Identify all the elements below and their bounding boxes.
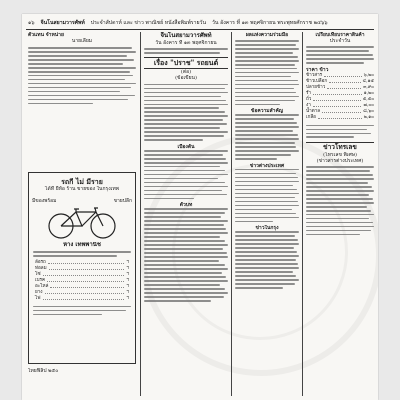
- news-tag: (ข่าวสารต่างประเทศ): [316, 158, 364, 165]
- col3-paragraph-4: [235, 231, 299, 288]
- col3-paragraph-2: [235, 114, 299, 159]
- col4-heading: เปรียบเทียบราคาสินค้า: [315, 32, 365, 38]
- col4-paragraph-1: [306, 125, 374, 139]
- column-4: [306, 32, 374, 396]
- ad-item: โซ่ ฯ: [35, 271, 129, 277]
- paper-subtitle: ประจำสัปดาห์ และ ข่าว พาณิชย์ หนังสือพิมพ์รายวัน: [90, 20, 206, 26]
- column-3: [235, 32, 299, 396]
- bicycle-icon: [46, 204, 118, 240]
- col3-intro: ผลแห่งความร่วมมือ: [245, 32, 289, 38]
- col1-heading: ตัวแทน จำหน่าย: [28, 32, 64, 38]
- col2-paragraph-1: [144, 84, 228, 141]
- column-1: [28, 32, 136, 396]
- column-divider: [140, 32, 141, 396]
- price-row: ข้าวสาร ๖,๒๐: [306, 72, 374, 78]
- ad-subtitle: ได้ที่ ยี่ห้อ ร้าน ขายของ ในกรุงเทพ: [45, 186, 119, 192]
- page-number: ๑๖: [28, 20, 35, 26]
- ad-footer-text: [33, 306, 131, 316]
- ad-item: ยาง ฯ: [35, 289, 129, 295]
- price-row: ข้าวเปลือก ๔,๑๕: [306, 78, 374, 84]
- col2-intro: [144, 48, 228, 54]
- price-table: [306, 73, 374, 121]
- price-row: น้ำตาล ๘,๖๐: [306, 108, 374, 114]
- ad-description: [33, 251, 131, 257]
- news-sub: (โทรเลข พิเศษ): [323, 152, 357, 159]
- ad-item: เบรค ฯ: [35, 277, 129, 283]
- column-divider: [302, 32, 303, 396]
- ad-item-list: [35, 260, 129, 302]
- ad-right-note: ขายปลีก: [113, 198, 132, 204]
- ad-item: ท่อลม ฯ: [35, 265, 129, 271]
- date-line: วัน อังคาร ที่ ๑๓ พฤศจิกายน พระพุทธศักราช ๒๔๖๖: [212, 20, 328, 26]
- col1-lead: นายเลี่ยม: [71, 38, 93, 44]
- newspaper-page: [22, 14, 378, 400]
- ad-shop-name: ห้าง เทพพานิช: [63, 242, 101, 248]
- news-title: ข่าวโทรเลข: [306, 142, 374, 152]
- paper-title: จีนโนสยามวารศัพท์: [40, 20, 85, 26]
- col2-paragraph-3: [144, 208, 228, 301]
- col2-section-b: ตัวบท: [179, 202, 193, 209]
- page-header: [28, 18, 374, 28]
- ad-item: ล้อรถ ฯ: [35, 259, 129, 265]
- col3-paragraph-1: [235, 40, 299, 105]
- bicycle-ad: [28, 172, 136, 364]
- ad-item: ไฟ ฯ: [35, 295, 129, 301]
- price-row: งา ๗,๐๐: [306, 102, 374, 108]
- col4-sub: ประจำวัน: [329, 38, 351, 44]
- col4-paragraph-2: [306, 166, 374, 235]
- col2-dateline: วัน อังคาร ที่ ๑๓ พฤศจิกายน: [155, 40, 217, 46]
- price-row: ปลายข้าว ๓,๙๐: [306, 84, 374, 90]
- price-row: เกลือ ๒,๑๐: [306, 114, 374, 120]
- headline-sub2: (ข้อเขียน): [175, 74, 197, 81]
- headline: เรื่อง "ปราช" รถยนต์: [144, 57, 228, 69]
- ad-left-note: มีของพร้อม: [32, 198, 57, 204]
- col1-footer: ไทยฟิลิ๊ป ๒๕๐: [28, 368, 59, 374]
- col2-paragraph-2: [144, 150, 228, 199]
- col1-paragraph: [28, 47, 136, 104]
- header-rule: [26, 29, 374, 30]
- col3-paragraph-3: [235, 169, 299, 222]
- price-row: รำ ๑,๒๐: [306, 90, 374, 96]
- column-divider: [231, 32, 232, 396]
- masthead: จีนโนสยามวารศัพท์: [160, 32, 212, 39]
- headline-sub1: (ต่อ): [180, 68, 192, 75]
- rate-title: ราคา ข้าว: [306, 66, 329, 73]
- col3-section-c: ข่าวในกรุง: [255, 225, 279, 232]
- column-2: [144, 32, 228, 396]
- ad-title: รถกี ไม่ มีราย: [61, 177, 103, 186]
- col4-intro: [306, 46, 374, 64]
- col3-section-a: ข้อความสำคัญ: [250, 108, 284, 115]
- ad-item: อะไหล่ ฯ: [35, 283, 129, 289]
- col2-section-a: เบื้องต้น: [177, 143, 195, 150]
- price-row: ถั่ว ๕,๕๐: [306, 96, 374, 102]
- col3-section-b: ข่าวต่างประเทศ: [249, 162, 285, 169]
